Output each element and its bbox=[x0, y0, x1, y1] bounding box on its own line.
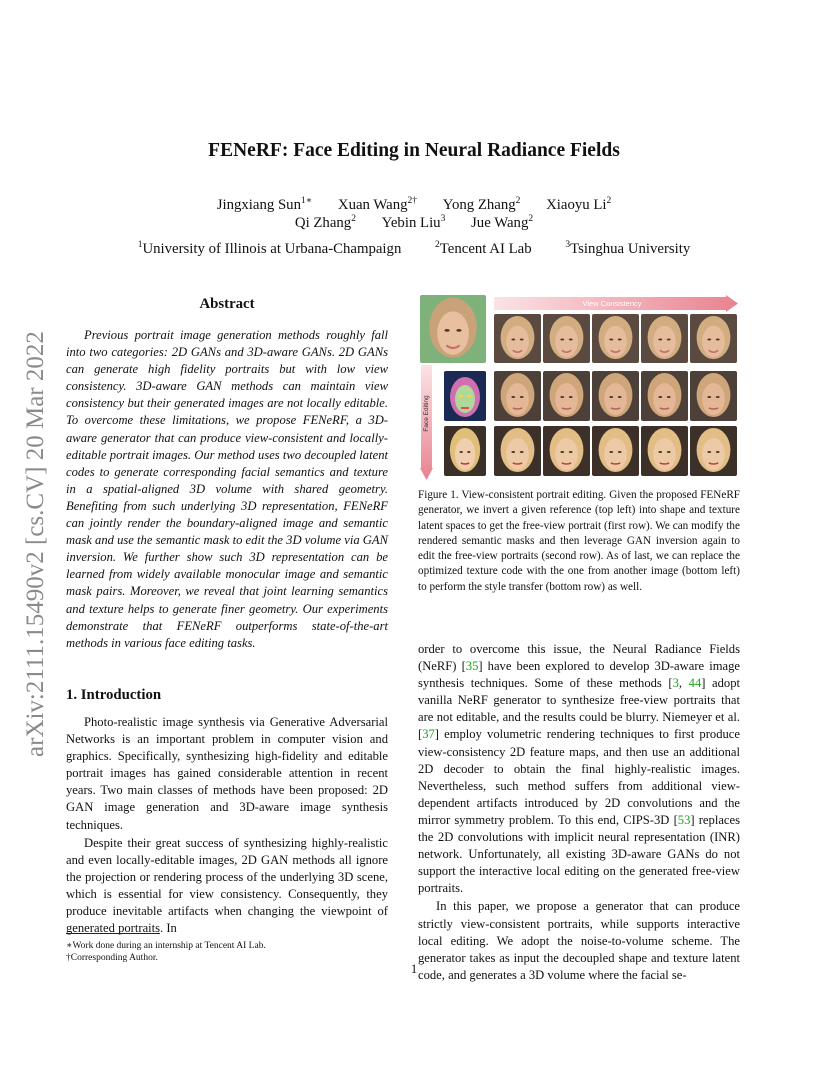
portrait-thumbnail bbox=[592, 314, 639, 363]
portrait-thumbnail bbox=[494, 314, 541, 363]
portrait-thumbnail bbox=[592, 371, 639, 421]
citation-link[interactable]: 3 bbox=[672, 676, 679, 691]
author: Jingxiang Sun$^{1∗}$ bbox=[216, 196, 313, 213]
portrait-thumbnail bbox=[494, 371, 541, 421]
footnote: ∗Work done during an internship at Tencent AI Lab. bbox=[66, 941, 266, 951]
semantic-mask-thumbnail bbox=[444, 371, 486, 421]
view-consistency-label: View Consistency bbox=[582, 299, 642, 308]
intro-right-column bbox=[418, 641, 740, 984]
portrait-thumbnail bbox=[690, 371, 737, 421]
paragraph: Photo-realistic image synthesis via Generative Adversarial Networks is an important problem in computer vision and graphics. Specifically, synthesizing high-fidelity and editable portrait images has gained considerable attention in recent years. Two main classes of methods have been proposed: 2D GAN image generation and 3D-aware image synthesis techniques. bbox=[66, 715, 388, 832]
portrait-thumbnail bbox=[543, 426, 590, 476]
footnote: †Corresponding Author. bbox=[66, 953, 158, 963]
affiliation: $^1$University of Illinois at Urbana-Champaign bbox=[137, 240, 402, 257]
portrait-thumbnail bbox=[641, 314, 688, 363]
portrait-thumbnail bbox=[690, 314, 737, 363]
author: Xuan Wang$^{2\dagger}$ bbox=[337, 196, 418, 213]
face-editing-label: Face Editing bbox=[423, 395, 430, 432]
portrait-thumbnail bbox=[444, 426, 486, 476]
paragraph: order to overcome this issue, the Neural Radiance Fields (NeRF) [35] have been explored to develop 3D-aware image synthesis techniques. Some of these methods [3, 44] adopt vanilla NeRF generator to synthesize free-view portraits that are not editable, and the results could be blurry. Niemeyer et al. [37] employ volumetric rendering techniques to first produce view-consistency 2D feature maps, and then use an additional 2D decoder to obtain the final highly-realistic images. Nevertheless, such method suffers from additional view-dependent artifacts introduced by 2D convolutions and the mirror symmetry problem. To this end, CIPS-3D [53] replaces the 2D convolutions with implicit neural representation (INR) network. Unfortunately, all existing 3D-aware GANs do not support the interactive local editing on the generated free-view portraits. bbox=[418, 642, 741, 896]
citation-link[interactable]: 53 bbox=[677, 812, 691, 827]
arxiv-stamp: arXiv:2111.15490v2 [cs.CV] 20 Mar 2022 bbox=[22, 331, 49, 757]
portrait-thumbnail bbox=[543, 371, 590, 421]
paragraph: Despite their great success of synthesizing highly-realistic and even locally-editable images, 2D GAN methods all ignore the projection or rendering process of the underlying 3D scene, which is essential for view consistency. Consequently, they produce inevitable artifacts when changing the viewpoint of generated portraits. In bbox=[66, 835, 388, 936]
citation-link[interactable]: 44 bbox=[688, 676, 702, 691]
author: Xiaoyu Li$^2$ bbox=[546, 196, 612, 213]
figure-caption: Figure 1. View-consistent portrait editing. Given the proposed FENeRF generator, we invert a given reference (top left) into shape and texture latent spaces to get the free-view portrait (first row). We can modify the rendered semantic masks and then leverage GAN inversion again to edit the free-view portraits (second row). As of last, we can replace the optimized texture code with the one from another image (bottom left) to perform the style transfer (bottom row) as well. bbox=[418, 489, 740, 593]
author: Qi Zhang$^2$ bbox=[294, 214, 356, 231]
portrait-thumbnail bbox=[641, 426, 688, 476]
section-heading-introduction: 1. Introduction bbox=[66, 687, 162, 703]
citation-link[interactable]: 35 bbox=[465, 659, 479, 674]
paper-title: FENeRF: Face Editing in Neural Radiance Fields bbox=[208, 140, 620, 161]
portrait-thumbnail bbox=[592, 426, 639, 476]
portrait-thumbnail bbox=[641, 371, 688, 421]
authors-row-1 bbox=[0, 195, 828, 214]
citation-link[interactable]: 37 bbox=[422, 727, 435, 742]
figure-1 bbox=[420, 295, 738, 480]
paragraph: In this paper, we propose a generator that can produce strictly view-consistent portraits, while supports interactive local editing. We adopt the noise-to-volume scheme. The generator takes as input the decoupled shape and texture latent code, and generates a 3D volume where the facial se- bbox=[418, 899, 740, 982]
author: Yebin Liu$^3$ bbox=[381, 214, 446, 231]
affiliations bbox=[0, 240, 828, 258]
author: Yong Zhang$^2$ bbox=[442, 196, 521, 213]
intro-left-column bbox=[66, 714, 388, 937]
portrait-thumbnail bbox=[543, 314, 590, 363]
affiliation: $^3$Tsinghua University bbox=[565, 240, 691, 257]
author: Jue Wang$^2$ bbox=[471, 214, 534, 231]
abstract-heading: Abstract bbox=[199, 296, 255, 312]
authors-row-2 bbox=[0, 214, 828, 232]
footnote-divider bbox=[66, 933, 160, 934]
portrait-thumbnail bbox=[494, 426, 541, 476]
portrait-thumbnail bbox=[690, 426, 737, 476]
affiliation: $^2$Tencent AI Lab bbox=[435, 240, 532, 257]
page-number: 1 bbox=[410, 962, 418, 976]
portrait-thumbnail bbox=[420, 295, 486, 363]
abstract-text: Previous portrait image generation methods roughly fall into two categories: 2D GANs and 3D-aware GANs. 2D GANs can generate high fidelity portraits but with low view consistency. 3D-aware GAN methods can maintain view consistency but their generated images are not locally editable. To overcome these limitations, we propose FENeRF, a 3D-aware generator that can produce view-consistent and locally-editable portrait images. Our method uses two decoupled latent codes to generate corresponding facial semantics and texture in a spatial-aligned 3D volume with shared geometry. Benefiting from such underlying 3D representation, FENeRF can jointly render the boundary-aligned image and semantic mask and use the semantic mask to edit the 3D volume via GAN inversion. We further show such 3D representation can be learned from widely available monocular image and semantic mask pairs. Moreover, we reveal that joint learning semantics and texture helps to generate finer geometry. Our experiments demonstrate that FENeRF outperforms state-of-the-art methods in various face editing tasks. bbox=[66, 328, 388, 650]
